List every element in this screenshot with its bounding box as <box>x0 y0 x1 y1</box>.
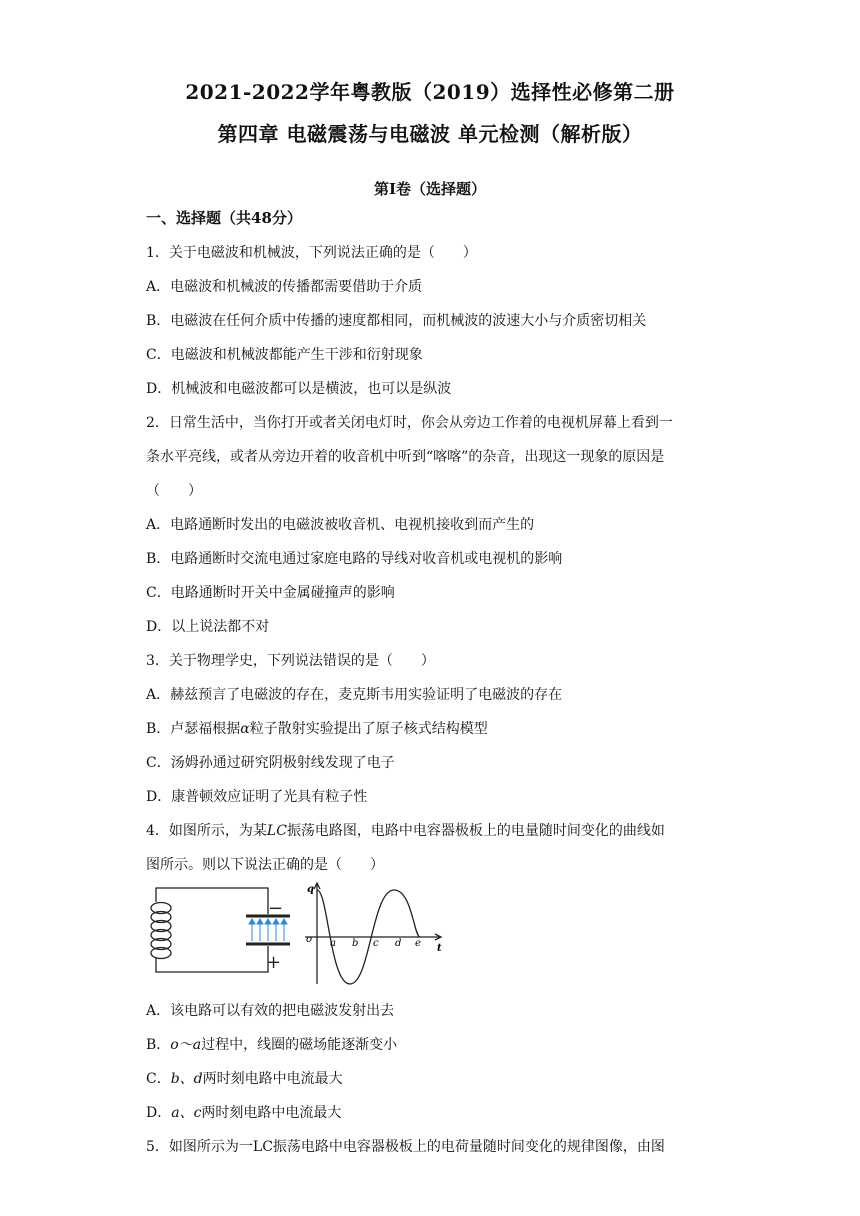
q2-stem-line-2: 条水平亮线，或者从旁边开着的收音机中听到“喀喀”的杂音，出现这一现象的原因是 <box>146 449 665 465</box>
q3-stem: 3．关于物理学史，下列说法错误的是（ ） <box>146 653 435 669</box>
lc-circuit-figure <box>150 880 450 990</box>
q4-option-c <box>146 1068 343 1088</box>
q4-option-c-pre: C． <box>146 1071 171 1087</box>
q2-stem-line-1: 2．日常生活中，当你打开或者关闭电灯时，你会从旁边工作着的电视机屏幕上看到一 <box>146 415 673 431</box>
section-heading: 一、选择题（共48分） <box>146 209 302 227</box>
q4-stem-line-2: 图所示。则以下说法正确的是（ ） <box>146 857 384 873</box>
q3-option-b <box>146 718 488 738</box>
q4-option-b <box>146 1034 397 1054</box>
q2-option-d: D．以上说法都不对 <box>146 619 270 635</box>
q1-option-a: A．电磁波和机械波的传播都需要借助于介质 <box>146 279 423 295</box>
q1-stem: 1．关于电磁波和机械波，下列说法正确的是（ ） <box>146 245 477 261</box>
capacitor-bottom-sign: + <box>266 952 282 973</box>
q4-option-b-post: 过程中，线圈的磁场能逐渐变小 <box>201 1037 398 1053</box>
q4-option-d <box>146 1102 341 1122</box>
volume-heading: 第Ⅰ卷（选择题） <box>373 180 487 198</box>
alpha-symbol: α <box>240 721 250 737</box>
title-line-2: 第四章 电磁震荡与电磁波 单元检测（解析版） <box>217 122 643 146</box>
q4-stem-pre: 4．如图所示，为某 <box>146 823 267 839</box>
q4-option-b-symbol: o～a <box>170 1037 202 1053</box>
q4-option-d-symbol: a、c <box>171 1105 202 1121</box>
q5-stem-line-1: 5．如图所示为一LC振荡电路中电容器极板上的电荷量随时间变化的规律图像，由图 <box>146 1139 665 1155</box>
point-b-label: b <box>352 938 359 949</box>
point-e-label: e <box>415 938 421 949</box>
q1-option-c: C．电磁波和机械波都能产生干涉和衍射现象 <box>146 347 423 363</box>
q2-option-b: B．电路通断时交流电通过家庭电路的导线对收音机或电视机的影响 <box>146 551 563 567</box>
axis-y-label: q <box>307 884 314 895</box>
q-t-graph <box>305 883 441 984</box>
q3-option-c: C．汤姆孙通过研究阴极射线发现了电子 <box>146 755 395 771</box>
q4-option-a: A．该电路可以有效的把电磁波发射出去 <box>146 1003 395 1019</box>
title-line-1: 2021-2022学年粤教版（2019）选择性必修第二册 <box>185 80 675 104</box>
electric-field-arrows <box>249 919 287 941</box>
q4-option-c-symbol: b、d <box>170 1071 203 1087</box>
q3-option-d: D．康普顿效应证明了光具有粒子性 <box>146 789 368 805</box>
q4-stem-post: 振荡电路图，电路中电容器极板上的电量随时间变化的曲线如 <box>286 823 665 839</box>
q2-option-c: C．电路通断时开关中金属碰撞声的影响 <box>146 585 395 601</box>
q3-option-b-post: 粒子散射实验提出了原子核式结构模型 <box>249 721 488 737</box>
q4-option-d-post: 两时刻电路中电流最大 <box>201 1105 342 1121</box>
point-c-label: c <box>373 938 379 949</box>
q4-option-b-pre: B． <box>146 1037 171 1053</box>
origin-label: o <box>306 934 313 945</box>
q3-option-b-pre: B．卢瑟福根据 <box>146 721 241 737</box>
q4-option-c-post: 两时刻电路中电流最大 <box>202 1071 343 1087</box>
q4-option-d-pre: D． <box>146 1105 172 1121</box>
q2-stem-line-3: （ ） <box>146 483 202 499</box>
capacitor-top-sign: − <box>268 898 284 919</box>
q1-option-b: B．电磁波在任何介质中传播的速度都相同，而机械波的波速大小与介质密切相关 <box>146 313 647 329</box>
q4-stem-line-1 <box>146 820 665 840</box>
q1-option-d: D．机械波和电磁波都可以是横波，也可以是纵波 <box>146 381 452 397</box>
q4-lc-symbol: LC <box>266 823 287 839</box>
q2-option-a: A．电路通断时发出的电磁波被收音机、电视机接收到而产生的 <box>146 517 535 533</box>
point-d-label: d <box>395 938 402 949</box>
point-a-label: a <box>330 938 336 949</box>
q3-option-a: A．赫兹预言了电磁波的存在，麦克斯韦用实验证明了电磁波的存在 <box>146 687 563 703</box>
axis-x-label: t <box>437 943 442 954</box>
